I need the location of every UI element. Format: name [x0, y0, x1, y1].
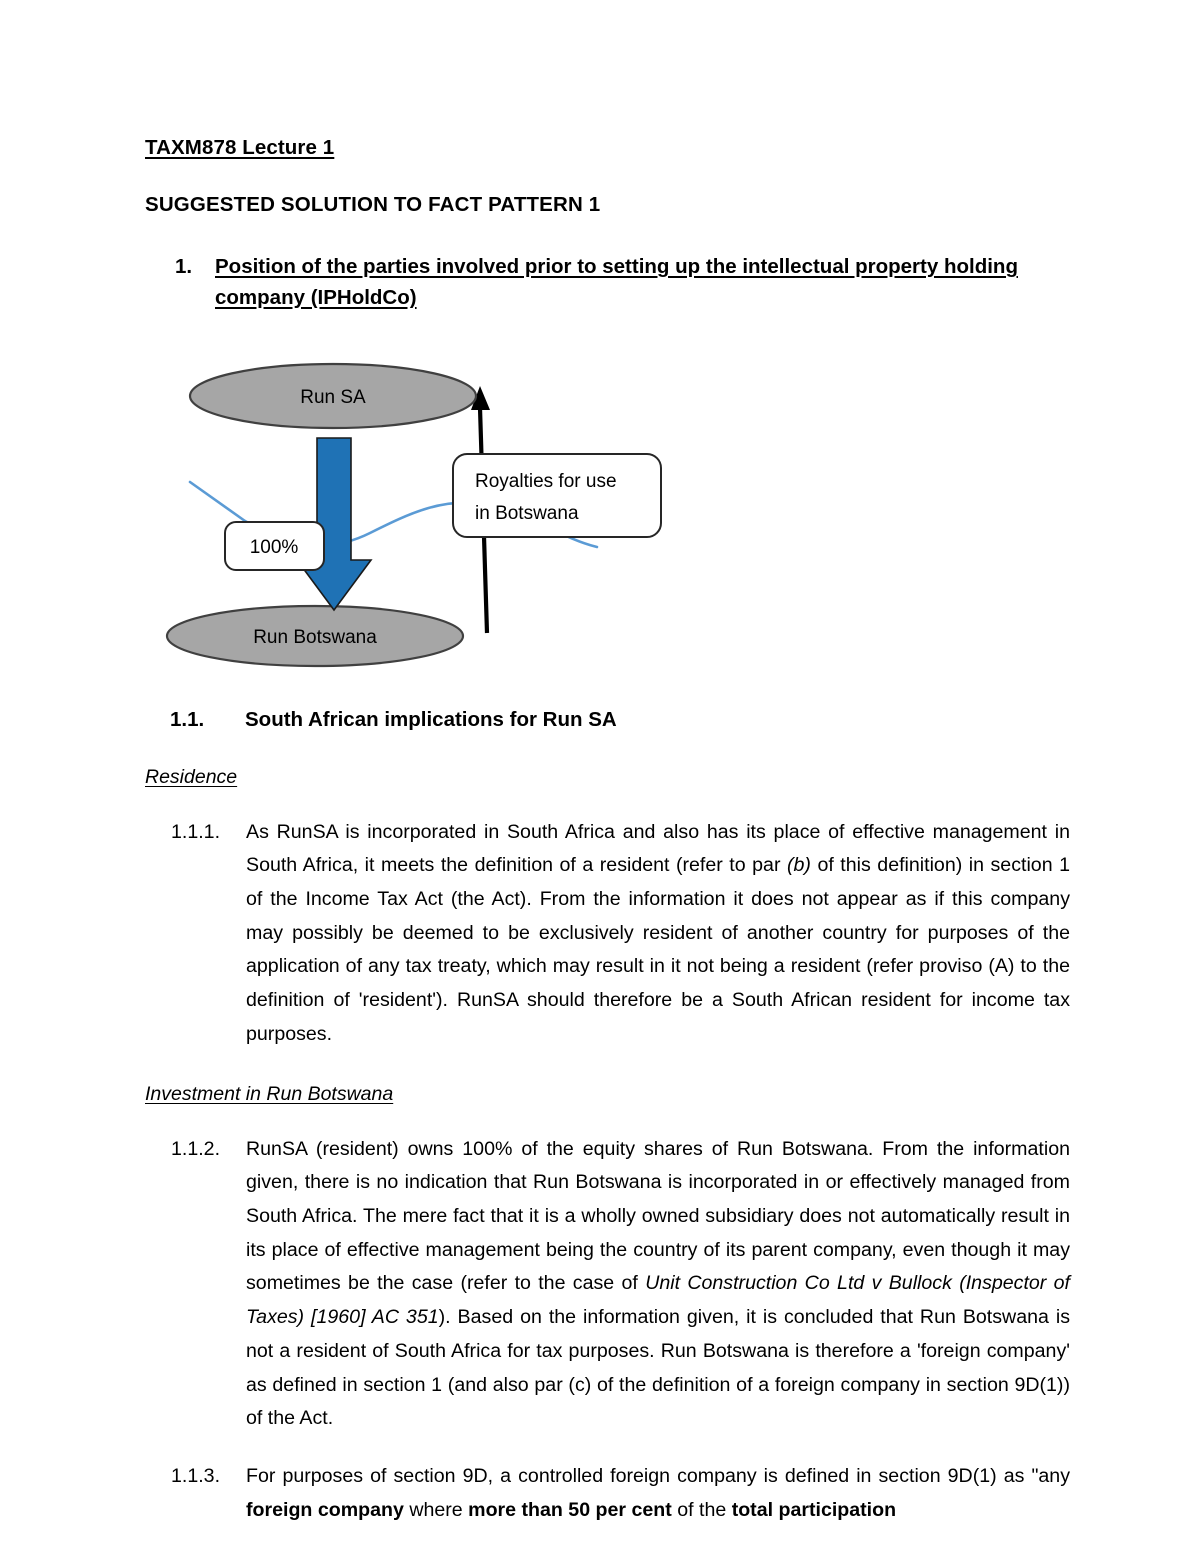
paragraph-1-1-1-marker: 1.1.1. [171, 820, 221, 843]
section-1-1-heading [145, 706, 1070, 735]
run-botswana-label: Run Botswana [253, 626, 377, 648]
section-1-title: Position of the parties involved prior to setting up the intellectual property holding company (IPHoldCo) [215, 255, 1018, 309]
section-1-heading [145, 252, 1070, 314]
paragraph-1-1-3-text-c: of the [671, 1498, 732, 1521]
royalties-callout-box [453, 454, 661, 537]
paragraph-1-1-3-marker: 1.1.3. [171, 1464, 221, 1487]
investment-subheading: Investment in Run Botswana [145, 1083, 394, 1106]
royalties-callout-line1: Royalties for use [475, 470, 617, 492]
page-title: TAXM878 Lecture 1 [145, 136, 335, 159]
node-run-botswana [167, 606, 463, 666]
paragraph-1-1-1-italic-a: (b) [786, 854, 811, 877]
section-1-marker: 1. [175, 255, 193, 279]
paragraph-1-1-3 [145, 1460, 1070, 1527]
residence-subheading: Residence [145, 766, 238, 789]
spacer [145, 1051, 1070, 1081]
spacer [145, 792, 1070, 816]
paragraph-1-1-1 [145, 816, 1070, 1052]
royalties-callout-line2: in Botswana [475, 502, 579, 524]
paragraph-1-1-2 [145, 1133, 1070, 1436]
paragraph-1-1-2-case-citation: Unit Construction Co Ltd v Bullock (Inspector of Taxes) [1960] AC 351 [246, 1272, 1070, 1329]
paragraph-1-1-1-text-a: As RunSA is incorporated in South Africa and also has its place of effective management in South Africa, it meets the definition of a resident (refer to par [246, 820, 1070, 877]
document-subtitle: SUGGESTED SOLUTION TO FACT PATTERN 1 [145, 192, 601, 216]
spacer [145, 1109, 1070, 1133]
paragraph-1-1-3-bold-b: more than 50 per cent [468, 1498, 672, 1521]
paragraph-1-1-2-text-a: RunSA (resident) owns 100% of the equity shares of Run Botswana. From the information given, there is no indication that Run Botswana is incorporated in or effectively managed from South Africa. The mere fact that it is a wholly owned subsidiary does not automatically result in its place of effective management being the country of its parent company, even though it may sometimes be the case (refer to the case of [246, 1137, 1070, 1295]
spacer [145, 678, 1070, 706]
paragraph-1-1-2-marker: 1.1.2. [171, 1137, 221, 1160]
section-1-1-marker: 1.1. [170, 707, 205, 731]
callout-ownership [225, 522, 324, 570]
node-run-sa [190, 364, 476, 428]
paragraph-1-1-3-text-a: For purposes of section 9D, a controlled foreign company is defined in section 9D(1) as "any [246, 1464, 1070, 1487]
ownership-callout-label: 100% [249, 536, 299, 558]
callout-royalties [453, 454, 661, 537]
section-1-1-title: South African implications for Run SA [245, 707, 617, 731]
paragraph-1-1-1-text-b: of this definition) in section 1 of the Income Tax Act (the Act). From the information it does not appear as if this company may possibly be deemed to be exclusively resident of another country for purposes of the application of any tax treaty, which may result in it not being a resident (refer proviso (A) to the definition of 'resident'). RunSA should therefore be a South African resident for income tax purposes. [246, 854, 1070, 1045]
paragraph-1-1-3-bold-c: total participation [731, 1498, 897, 1521]
paragraph-1-1-3-text-b: where [403, 1498, 469, 1521]
paragraph-1-1-2-text-b: ). Based on the information given, it is concluded that Run Botswana is not a resident of South Africa for tax purposes. Run Botswana is therefore a 'foreign company' as defined in section 1 (and also par (c) of the definition of a foreign company in section 9D(1)) of the Act. [246, 1306, 1070, 1430]
run-sa-label: Run SA [300, 386, 366, 408]
document-content [145, 136, 1070, 1527]
paragraph-1-1-3-bold-a: foreign company [246, 1498, 404, 1521]
spacer [145, 734, 1070, 764]
org-structure-diagram [145, 348, 1070, 678]
spacer [145, 314, 1070, 348]
spacer [145, 1436, 1070, 1460]
